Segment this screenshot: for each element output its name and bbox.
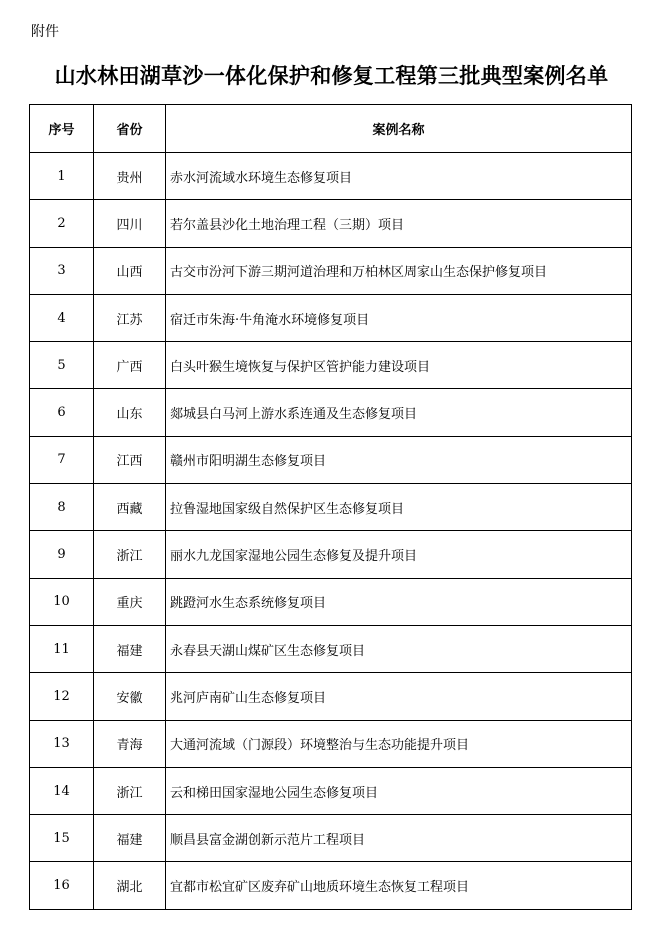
row-province: 山西 — [94, 247, 166, 294]
row-index: 7 — [30, 436, 94, 483]
row-case-name: 宿迁市朱海·牛角淹水环境修复项目 — [166, 294, 632, 341]
row-index: 16 — [30, 862, 94, 909]
row-index: 3 — [30, 247, 94, 294]
row-case-name: 大通河流域（门源段）环境整治与生态功能提升项目 — [166, 720, 632, 767]
table-row — [30, 484, 632, 531]
row-index: 9 — [30, 531, 94, 578]
row-index: 4 — [30, 294, 94, 341]
row-case-name: 拉鲁湿地国家级自然保护区生态修复项目 — [166, 484, 632, 531]
row-index: 15 — [30, 815, 94, 862]
row-index: 12 — [30, 673, 94, 720]
table-row — [30, 247, 632, 294]
header-province: 省份 — [94, 105, 166, 153]
row-index: 8 — [30, 484, 94, 531]
table-row — [30, 767, 632, 814]
row-index: 14 — [30, 767, 94, 814]
table-row — [30, 200, 632, 247]
document-title: 山水林田湖草沙一体化保护和修复工程第三批典型案例名单 — [54, 63, 609, 88]
table-row — [30, 342, 632, 389]
row-case-name: 若尔盖县沙化土地治理工程（三期）项目 — [166, 200, 632, 247]
table-row — [30, 625, 632, 672]
header-index: 序号 — [30, 105, 94, 153]
row-index: 10 — [30, 578, 94, 625]
row-province: 福建 — [94, 625, 166, 672]
row-case-name: 宜都市松宜矿区废弃矿山地质环境生态恢复工程项目 — [166, 862, 632, 909]
row-province: 浙江 — [94, 767, 166, 814]
row-index: 2 — [30, 200, 94, 247]
row-index: 1 — [30, 153, 94, 200]
table-row — [30, 862, 632, 909]
table-body — [30, 153, 632, 910]
row-case-name: 丽水九龙国家湿地公园生态修复及提升项目 — [166, 531, 632, 578]
table-row — [30, 720, 632, 767]
row-case-name: 兆河庐南矿山生态修复项目 — [166, 673, 632, 720]
table-row — [30, 531, 632, 578]
table-row — [30, 153, 632, 200]
row-province: 重庆 — [94, 578, 166, 625]
row-province: 青海 — [94, 720, 166, 767]
row-index: 13 — [30, 720, 94, 767]
table-row — [30, 815, 632, 862]
row-province: 广西 — [94, 342, 166, 389]
row-case-name: 跳蹬河水生态系统修复项目 — [166, 578, 632, 625]
row-province: 浙江 — [94, 531, 166, 578]
table-row — [30, 578, 632, 625]
row-province: 安徽 — [94, 673, 166, 720]
table-row — [30, 673, 632, 720]
row-province: 四川 — [94, 200, 166, 247]
row-province: 湖北 — [94, 862, 166, 909]
row-case-name: 顺昌县富金湖创新示范片工程项目 — [166, 815, 632, 862]
table-row — [30, 294, 632, 341]
row-case-name: 永春县天湖山煤矿区生态修复项目 — [166, 625, 632, 672]
table-header-row — [30, 105, 632, 153]
row-case-name: 云和梯田国家湿地公园生态修复项目 — [166, 767, 632, 814]
row-province: 江西 — [94, 436, 166, 483]
row-case-name: 古交市汾河下游三期河道治理和万柏林区周家山生态保护修复项目 — [166, 247, 632, 294]
row-case-name: 赤水河流域水环境生态修复项目 — [166, 153, 632, 200]
row-case-name: 赣州市阳明湖生态修复项目 — [166, 436, 632, 483]
row-index: 6 — [30, 389, 94, 436]
attachment-label: 附件 — [31, 24, 59, 40]
row-province: 贵州 — [94, 153, 166, 200]
row-province: 山东 — [94, 389, 166, 436]
row-province: 江苏 — [94, 294, 166, 341]
case-list-table — [29, 104, 632, 910]
row-province: 西藏 — [94, 484, 166, 531]
row-province: 福建 — [94, 815, 166, 862]
row-index: 11 — [30, 625, 94, 672]
table-row — [30, 436, 632, 483]
row-case-name: 郯城县白马河上游水系连通及生态修复项目 — [166, 389, 632, 436]
table-row — [30, 389, 632, 436]
row-case-name: 白头叶猴生境恢复与保护区管护能力建设项目 — [166, 342, 632, 389]
row-index: 5 — [30, 342, 94, 389]
header-case-name: 案例名称 — [166, 105, 632, 153]
